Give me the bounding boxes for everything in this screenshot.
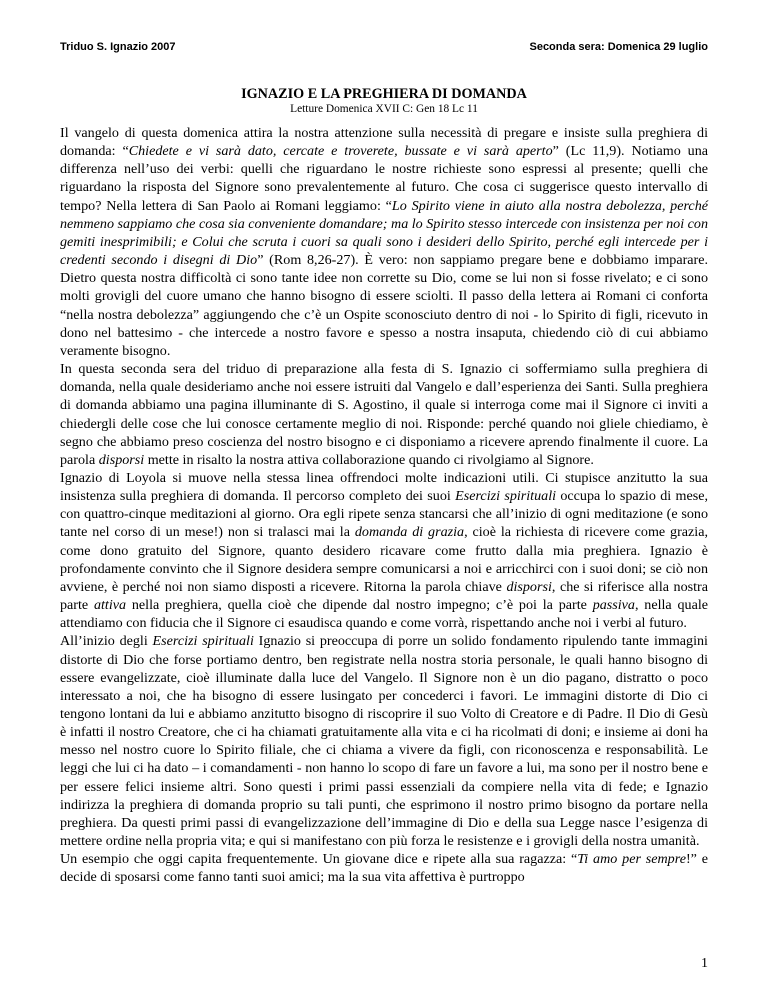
- italic-term: disporsi: [506, 578, 552, 595]
- text-run: Ignazio si preoccupa di porre un solido fondamento ripulendo tante immagini distorte di Dio che forse portiamo dentro, ben registrate nella nostra storia personale, le quali hanno bisogno di essere evangelizzate, cioè illuminate dalla luce del Vangelo. Il Signore non è un dio pagano, distratto o poco interessato a noi, che ha bisogno di essere lusingato per concederci i favori. Le immagini distorte di Dio ci tengono lontani da lui e abbiamo anzitutto bisogno di riscoprire il suo Volto di Creatore e di Padre. Il Dio di Gesù è infatti il nostro Creatore, che ci ha chiamati gratuitamente alla vita e ci ha ricolmati di doni; e insieme ai doni ha messo nel nostro cuore lo Spirito filiale, che ci chiama a vivere da figli, con riconoscenza e responsabilità. Le leggi che lui ci ha dato – i comandamenti - non hanno lo scopo di fare un favore a lui, ma sono per il nostro bene e per essere felici insieme altri. Sono questi i primi passi essenziali da compiere nella vita di fede; e Ignazio indirizza la preghiera di domanda proprio su tali punti, che esprimono il nostro primo bisogno da portare nella preghiera. Da questi primi passi di evangelizzazione dell’immagine di Dio e della sua Legge nasce l’esigenza di mettere ordine nella propria vita; e qui si manifestano con più forza le resistenze e i grovigli della nostra umanità.: [60, 633, 708, 850]
- text-run: In questa seconda sera del triduo di preparazione alla festa di S. Ignazio ci soffermiamo sulla preghiera di domanda, nella quale desideriamo anche noi essere istruiti dal Vangelo e dall’esperienza dei Santi. Sulla preghiera di domanda abbiamo una pagina illuminante di S. Agostino, il quale si interroga come mai il Signore ci inviti a chiedergli delle cose che lui conosce certamente meglio di noi. Risponde: perché quando noi gliele chiediamo, è segno che abbiamo preso coscienza del nostro bisogno e ci disponiamo a ricevere aprendo finalmente il cuore. La parola: [60, 361, 708, 468]
- document-subtitle: Letture Domenica XVII C: Gen 18 Lc 11: [290, 103, 478, 115]
- italic-term: disporsi: [98, 451, 145, 468]
- paragraph-5: [60, 850, 708, 886]
- paragraph-3: [60, 469, 708, 632]
- italic-term: passiva: [592, 597, 635, 614]
- text-run: !” e decide di sposarsi come fanno tanti suoi amici; ma la sua vita affettiva è purtroppo: [60, 851, 708, 886]
- page-number: 1: [701, 956, 708, 971]
- paragraph-4: [60, 632, 708, 850]
- text-run: Un esempio che oggi capita frequentemente. Un giovane dice e ripete alla sua ragazza: “: [60, 851, 578, 868]
- italic-term: domanda di grazia: [354, 524, 465, 541]
- text-run: Ignazio di Loyola si muove nella stessa linea offrendoci molte indicazioni utili. Ci stupisce anzitutto la sua insistenza sulla preghiera di domanda. Il percorso completo dei suoi: [60, 469, 708, 505]
- header-right: Seconda sera: Domenica 29 luglio: [529, 41, 708, 53]
- paragraph-1: [60, 124, 708, 360]
- text-run: occupa lo spazio di mese, con quattro-cinque meditazioni al giorno. Ora egli ripete senza stancarsi che all’inizio di ogni meditazione (e sono tante nel corso di un mese!) non si tralasci mai la: [60, 488, 708, 541]
- italic-term: Esercizi spirituali: [152, 633, 254, 650]
- italic-quote: Ti amo per sempre: [577, 851, 686, 868]
- text-run: Il vangelo di questa domenica attira la nostra attenzione sulla necessità di pregare e insiste sulla preghiera di domanda: “: [60, 125, 708, 160]
- header-left: Triduo S. Ignazio 2007: [60, 41, 176, 53]
- text-run: , che si riferisce alla nostra parte: [60, 578, 709, 614]
- text-run: mette in risalto la nostra attiva collaborazione quando ci rivolgiamo al Signore.: [144, 451, 594, 468]
- text-run: All’inizio degli: [60, 633, 153, 650]
- italic-term: attiva: [93, 597, 127, 614]
- document-title: IGNAZIO E LA PREGHIERA DI DOMANDA: [241, 86, 527, 102]
- body-text: [60, 124, 708, 887]
- paragraph-2: [60, 360, 708, 469]
- quote-gospel: Chiedete e vi sarà dato, cercate e troverete, bussate e vi sarà aperto: [128, 143, 553, 160]
- text-run: ” (Lc 11,9). Notiamo una differenza nell’uso dei verbi: quelli che riguardano le nostre richieste sono espressi al presente; quelli che riguardano la risposta del Signore sono prevalentemente al futuro. Che cosa ci suggerisce questo intervallo di tempo? Nella lettera di San Paolo ai Romani leggiamo: “: [60, 143, 709, 214]
- quote-romans: Lo Spirito viene in aiuto alla nostra debolezza, perché nemmeno sappiamo che cosa sia conveniente domandare; ma lo Spirito stesso intercede con insistenza per noi con gemiti inesprimibili; e Colui che scruta i cuori sa quali sono i desideri dello Spirito, perché egli intercede per i credenti secondo i disegni di Dio: [60, 197, 708, 269]
- running-header: [60, 41, 708, 57]
- italic-term: Esercizi spirituali: [455, 488, 557, 505]
- text-run: , cioè la richiesta di ricevere come grazia, come dono gratuito del Signore, quanto desidero ricavare come frutto dalla mia preghiera. Ignazio è profondamente convinto che il Signore desidera sempre comunicarsi a noi e arricchirci con i suoi doni; se ciò non avviene, è perché noi non siamo disposti a ricevere. Ritorna la parola chiave: [60, 524, 708, 595]
- text-run: ” (Rom 8,26-27). È vero: non sappiamo pregare bene e dobbiamo imparare. Dietro questa nostra difficoltà ci sono tante idee non corrette su Dio, come se lui non si fosse rivelato; e ci sono molti grovigli del cuore umano che hanno bisogno di essere sciolti. Il passo della lettera ai Romani ci conforta “nella nostra debolezza” aggiungendo che c’è un Ospite sconosciuto dentro di noi - lo Spirito di figli, ricevuto in dono nel battesimo - che intercede a nostro favore e spesso a nostra insaputa, chiedendo ciò di cui abbiamo veramente bisogno.: [60, 252, 708, 359]
- text-run: nella preghiera, quella cioè che dipende dal nostro impegno; c’è poi la parte: [126, 597, 593, 614]
- text-run: , nella quale attendiamo con fiducia che il Signore ci esaudisca quando e come vorrà, rispettando anche noi i verbi al futuro.: [60, 597, 708, 632]
